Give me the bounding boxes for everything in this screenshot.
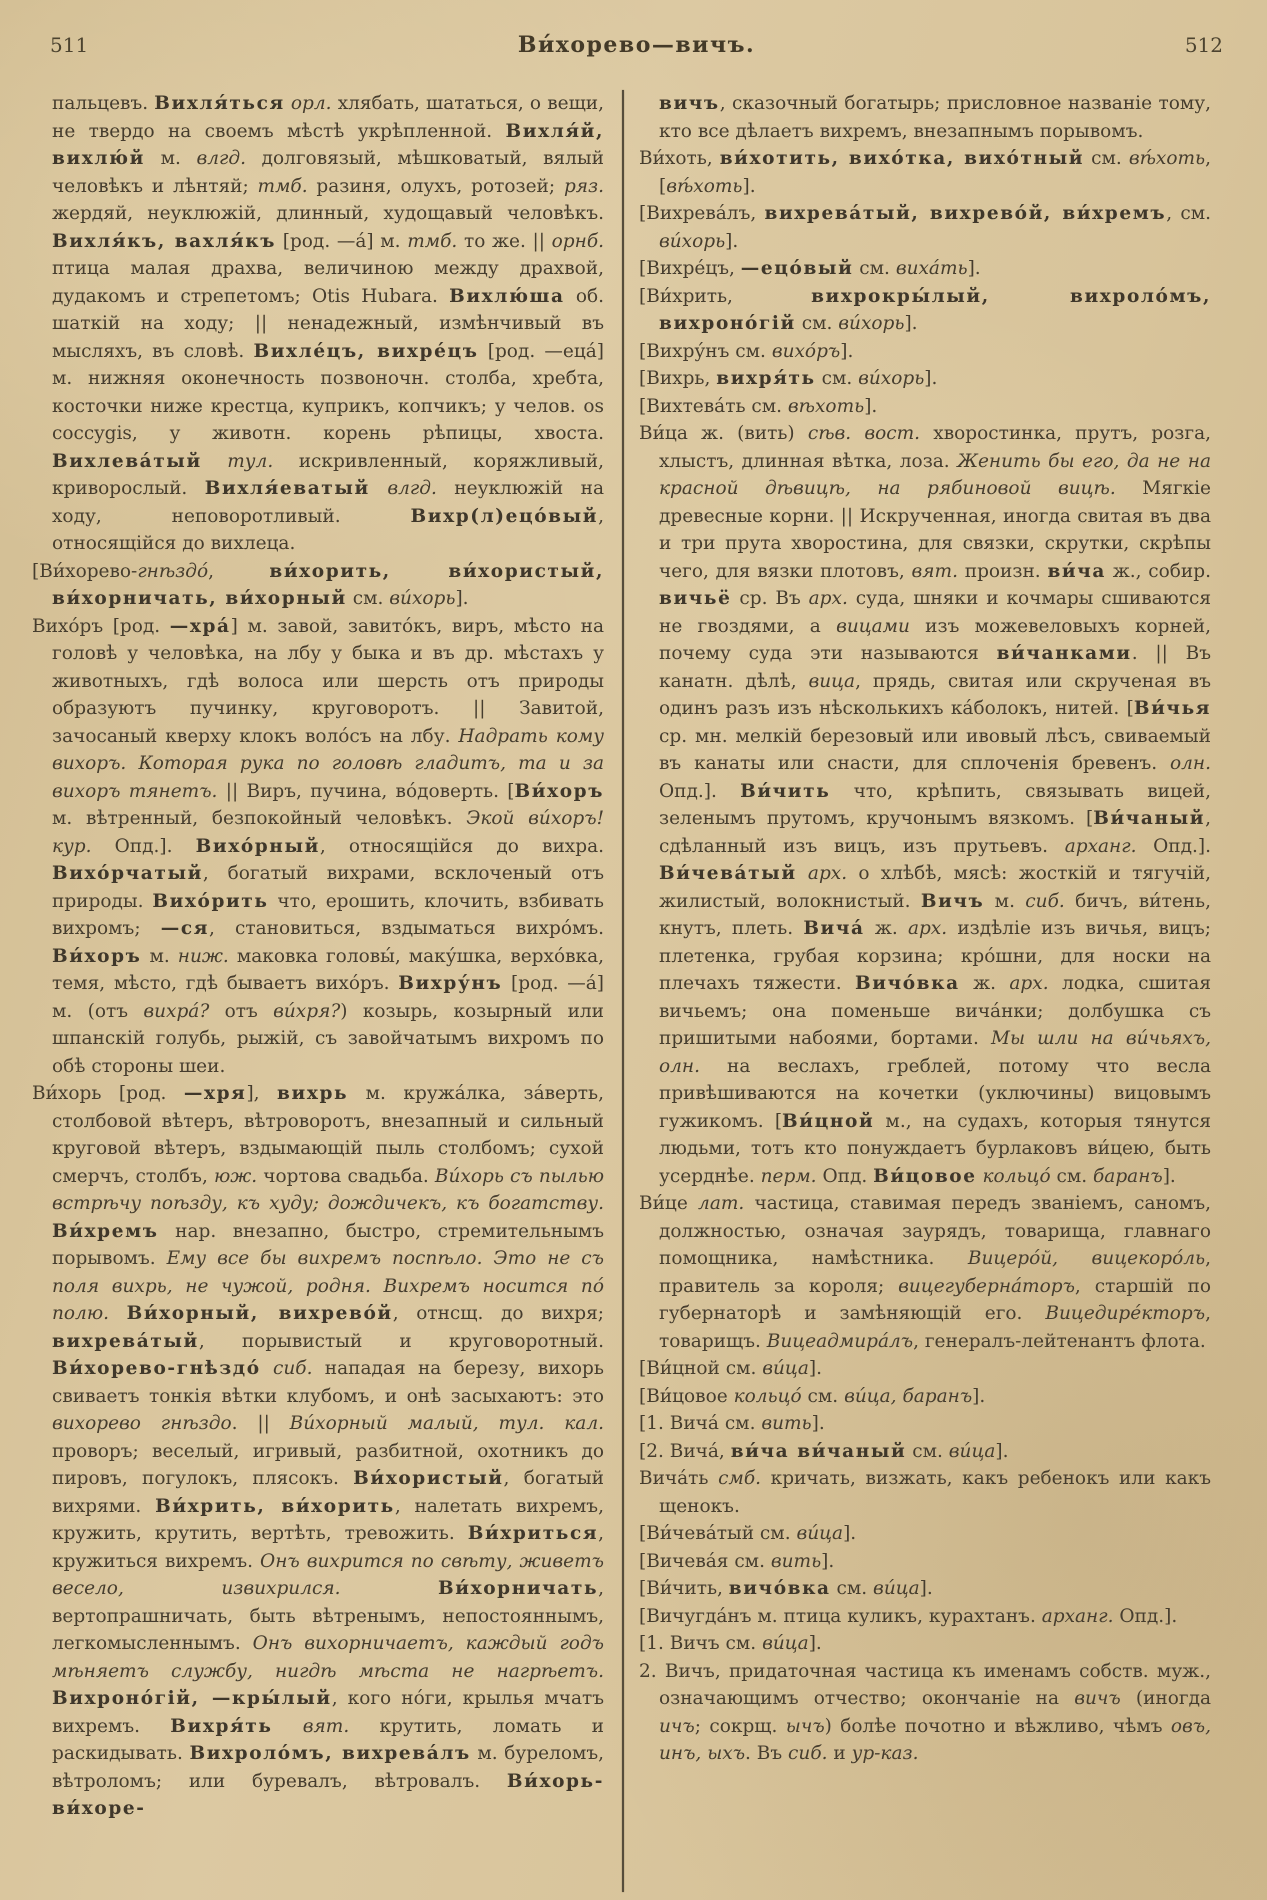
continuation-paragraph xyxy=(32,90,604,558)
text-run xyxy=(109,1303,127,1324)
headword-run: Вихля́къ, вахля́къ xyxy=(52,230,277,252)
entry-paragraph xyxy=(639,283,1211,338)
headword-run: —хра́ xyxy=(169,615,231,637)
left-column xyxy=(32,90,604,1892)
text-run: об. шаткій на ходу; || ненадежный, измѣнчивый въ мысляхъ, въ словѣ. xyxy=(52,285,604,362)
text-run: ]. xyxy=(455,588,469,609)
italic-run: арханг. xyxy=(1041,1605,1114,1627)
left-page-number: 511 xyxy=(50,33,89,57)
italic-run: вѣ́хоть xyxy=(1128,148,1206,169)
text-run: разиня, олухъ, ротозей; xyxy=(307,175,564,197)
italic-run: кольцо́ xyxy=(733,1385,802,1407)
text-run: ]. xyxy=(843,1523,857,1544)
text-run: издѣліе изъ вичья, вицъ; плетенка, грубая корзина; кро́шни, для носки на плечахъ тяжести. xyxy=(659,918,1211,994)
text-run: маковка головы́, маку́шка, верхо́вка, темя, мѣсто, гдѣ бываетъ вихо́ръ. xyxy=(52,945,604,994)
italic-run: влгд. xyxy=(196,148,246,169)
text-run: кричать, визжать, какъ ребенокъ или какъ щенокъ. xyxy=(659,1468,1212,1517)
text-run: ] м. завой, завито́къ, виръ, мѣсто на головѣ у человѣка, на лбу у быка и въ др. мѣстахъ у животныхъ, гдѣ волоса или шерсть отъ природы образуютъ пучинку, круговоротъ. || Завитой, зачосаный кверху клокъ воло́съ на лбу. xyxy=(52,615,604,747)
italic-run: виха́ть xyxy=(895,258,968,279)
italic-run: орл. xyxy=(284,93,332,114)
text-run: суда, шняки и кочмары сшиваются не гвоздями, а xyxy=(659,588,1212,637)
entry-paragraph xyxy=(639,1603,1211,1631)
headword-run: Ви́хористый xyxy=(353,1468,504,1489)
text-run: ср. Въ xyxy=(731,588,809,609)
running-head-title: Ви́хорево—вичъ. xyxy=(517,32,756,58)
italic-run: перм. xyxy=(760,1165,817,1187)
headword-run: Вихр(л)ецо́вый xyxy=(410,505,599,527)
text-run: [Вичугда́нъ м. птица куликъ, курахтанъ. xyxy=(639,1605,1042,1627)
headword-run: Вихля́ться xyxy=(154,93,285,114)
headword-run: Ви́хорничать xyxy=(438,1578,599,1599)
headword-run: Вичо́вка xyxy=(855,973,960,994)
text-run: [Вичева́я см. xyxy=(639,1550,771,1572)
headword-run: Ви́чья xyxy=(1133,698,1211,719)
headword-run: Вихля́й, вихлю́й xyxy=(52,120,604,169)
text-run: см. xyxy=(906,1440,949,1462)
headword-run: Вихле́цъ, вихре́цъ xyxy=(253,340,479,362)
text-run: [Вихтева́ть см. xyxy=(639,395,788,417)
text-run: см. xyxy=(346,588,390,609)
text-run: произн. xyxy=(957,560,1048,582)
text-run: [Вихре́цъ, xyxy=(639,258,741,279)
italic-run: влгд. xyxy=(369,478,437,499)
entry-paragraph xyxy=(639,365,1211,393)
text-run: ]. xyxy=(840,340,854,362)
headword-run: Вихля́еватый xyxy=(204,478,370,499)
headword-run: Ви́хоръ xyxy=(52,945,142,967)
italic-run: ви́ца xyxy=(948,1440,996,1462)
italic-run: Ви́хорь съ пылью встрѣчу поѣзду, къ худу; дождичекъ, къ богатству. xyxy=(52,1165,604,1214)
text-run: ср. мн. мелкій березовый или ивовый лѣсъ, свиваемый въ канаты или снасти, для сплоченія бревенъ. xyxy=(659,725,1211,774)
headword-run: Вихлева́тый xyxy=(52,450,202,472)
headword-run: Вихлю́ша xyxy=(449,285,565,307)
text-run: , старшій по губернаторѣ и замѣняющій его. xyxy=(659,1275,1211,1324)
text-run: см. xyxy=(815,368,859,389)
headword-run: Вича́ xyxy=(803,918,865,939)
italic-run: ви́хорь xyxy=(858,368,925,389)
text-run: [1. Вичъ см. xyxy=(639,1633,763,1654)
text-run: нар. внезапно, быстро, стремительнымъ порывомъ. xyxy=(52,1220,604,1269)
text-run: [Вихрева́лъ, xyxy=(639,203,765,224)
text-run: ж. xyxy=(864,918,908,939)
text-run: [2. Вича́, xyxy=(639,1440,731,1462)
text-run: см. xyxy=(801,1385,845,1407)
headword-run: Вичъ xyxy=(920,890,985,912)
italic-run: ви́ца xyxy=(762,1358,809,1379)
text-run: м. буреломъ, вѣтроломъ; или буревалъ, вѣтровалъ. xyxy=(52,1743,604,1792)
italic-run: Вицедире́кторъ xyxy=(1045,1303,1206,1324)
text-run: м. вѣтренный, безпокойный человѣкъ. xyxy=(52,808,467,829)
text-run: ]. xyxy=(864,395,878,417)
italic-run: арх. xyxy=(1009,973,1049,994)
italic-run: смб. xyxy=(718,1468,762,1489)
italic-run: арх. xyxy=(808,588,848,609)
italic-run: арх. xyxy=(796,863,848,884)
italic-run: ви́хорь xyxy=(838,313,905,334)
text-run: Ви́хорь [род. xyxy=(32,1083,184,1104)
headword-run: Ви́чить xyxy=(740,780,831,802)
text-run: нападая на березу, вихорь свиваетъ тонкія вѣтки клубомъ, и онѣ засыхаютъ: это xyxy=(52,1358,604,1407)
italic-run: баранъ xyxy=(1093,1165,1163,1187)
headword-run: ви́ча xyxy=(1047,560,1106,582)
text-run: чортова свадьба. xyxy=(257,1165,435,1187)
headword-run: Ви́хрить, ви́хорить xyxy=(155,1495,395,1517)
text-run: пальцевъ. xyxy=(52,93,155,114)
text-run: ) козырь, козырный или шпанскій голубь, рыжій, съ завойчатымъ вихромъ по обѣ стороны шеи. xyxy=(52,1000,604,1077)
text-run: ], xyxy=(246,1083,278,1104)
italic-run: Женить бы его, да не на красной дѣвицѣ, на рябиновой вицѣ. xyxy=(659,450,1211,499)
headword-run: Ви́чаный xyxy=(1093,808,1206,829)
text-run: ]. xyxy=(811,1413,825,1434)
text-run: и xyxy=(827,1743,852,1764)
headword-run: Вихо́рный xyxy=(195,835,320,857)
entry-paragraph xyxy=(639,1410,1211,1438)
italic-run: юж. xyxy=(213,1165,258,1187)
italic-run: овъ, инъ, ыхъ xyxy=(659,1715,1211,1764)
text-run: м. xyxy=(141,945,178,967)
continuation-paragraph xyxy=(639,90,1211,145)
italic-run: вѣ́хоть xyxy=(666,175,743,197)
italic-run: ви́хорь xyxy=(659,230,726,252)
headword-run: Ви́хоръ xyxy=(514,780,604,802)
headword-run: Вихо́рчатый xyxy=(52,863,203,884)
entry-paragraph xyxy=(639,1355,1211,1383)
italic-run: лат. xyxy=(698,1193,745,1214)
text-run: [Ви́чить, xyxy=(639,1578,729,1599)
entry-paragraph xyxy=(32,558,604,613)
entry-paragraph xyxy=(639,393,1211,421)
text-run: (иногда xyxy=(1120,1688,1212,1709)
text-run: , относящійся до вихлеца. xyxy=(52,505,604,554)
italic-run: Ему все бы вихремъ поспѣло. Это не съ поля вихрь, не чужой, родня. Вихремъ носится по́ полю. xyxy=(52,1248,604,1324)
text-run: отъ xyxy=(209,1000,274,1022)
text-run: Опд.]. xyxy=(1113,1605,1178,1627)
text-run: на веслахъ, греблей, потому что весла привѣшиваются на кочетки (уключины) вицовымъ гужикомъ. [ xyxy=(659,1055,1211,1132)
headword-run: вихрева́тый, вихрево́й, ви́хремъ xyxy=(764,203,1167,224)
entry-paragraph xyxy=(639,420,1211,1190)
text-run: хворостинка, прутъ, розга, хлыстъ, длинная вѣтка, лоза. xyxy=(659,423,1211,472)
headword-run: Вихря́ть xyxy=(170,1715,273,1737)
italic-run: ви́ца, баранъ xyxy=(844,1385,973,1407)
text-run: ]. xyxy=(924,368,938,389)
headword-run: Ви́хорево-гнѣздо́ xyxy=(52,1358,261,1379)
text-run: о хлѣбѣ, мясѣ: жосткій и тягучій, жилистый, волокнистый. xyxy=(659,863,1211,912)
text-run: что, ерошить, клочить, взбивать вихромъ; xyxy=(52,890,604,939)
text-run: . Въ xyxy=(745,1743,789,1764)
text-run: лодка, сшитая вичьемъ; она поменьше вича́нки; долбушка съ пришитыми набоями, бортами. xyxy=(659,973,1211,1049)
right-page-number: 512 xyxy=(1184,33,1223,57)
text-run: [Ви́хорево- xyxy=(32,560,138,582)
italic-run: Надрать кому вихоръ. Которая рука по головѣ гладитъ, та и за вихоръ тянетъ. xyxy=(52,725,604,802)
text-run: , кружиться вихремъ. xyxy=(52,1523,604,1572)
text-run: долговязый, мѣшковатый, вялый человѣкъ и лѣнтяй; xyxy=(52,148,604,197)
entry-paragraph xyxy=(639,255,1211,283)
text-run: м. xyxy=(144,148,197,169)
text-run: Опд.]. xyxy=(91,835,196,857)
headword-run: Ви́хриться xyxy=(467,1523,599,1544)
italic-run: сѣв. вост. xyxy=(807,423,921,444)
text-run: [Ви́хрить, xyxy=(639,285,812,307)
text-run: ; сокрщ. xyxy=(694,1715,786,1737)
text-run: , прядь, свитая или скрученая въ одинъ разъ изъ нѣсколькихъ ка́болокъ, нитей. [ xyxy=(659,670,1211,719)
italic-run: ниж. xyxy=(177,945,229,967)
text-run: Опд. xyxy=(816,1165,874,1187)
text-run: Вихо́ръ [род. xyxy=(32,615,170,637)
text-run: изъ можевеловыхъ корней, почему суда эти называются xyxy=(659,615,1211,664)
headword-run: вихрь xyxy=(277,1083,349,1104)
italic-run: арх. xyxy=(907,918,948,939)
italic-run: олн. xyxy=(1170,753,1211,774)
italic-run: сиб. xyxy=(788,1743,828,1764)
italic-run: вить xyxy=(761,1413,812,1434)
italic-run: ряз. xyxy=(563,175,604,197)
text-run: ]. xyxy=(967,258,981,279)
text-run: [Ви́цной см. xyxy=(639,1358,763,1379)
headword-run: —ся xyxy=(160,918,209,939)
headword-run: Вихо́рить xyxy=(152,890,269,912)
italic-run: сиб. xyxy=(260,1358,313,1379)
italic-run: тул. xyxy=(201,450,274,472)
text-run: , богатый вихрями. xyxy=(52,1468,604,1517)
italic-run: вихо́ръ xyxy=(771,340,841,362)
text-run: ]. xyxy=(904,313,918,334)
text-run: Вича́ть xyxy=(639,1468,719,1489)
entry-paragraph xyxy=(639,145,1211,200)
text-run: см. xyxy=(1084,148,1129,169)
text-run: , порывистый и круговоротный. xyxy=(198,1330,604,1352)
entry-paragraph xyxy=(639,338,1211,366)
headword-run: ви́хорить, ви́хористый, ви́хорничать, ви́хорный xyxy=(52,560,604,609)
entry-paragraph xyxy=(639,1438,1211,1466)
text-run: ]. xyxy=(995,1440,1009,1462)
headword-run: вихря́ть xyxy=(716,368,816,389)
text-run: ]. xyxy=(808,1358,822,1379)
text-run: [Вихрь, xyxy=(639,368,717,389)
italic-run: вить xyxy=(770,1550,822,1572)
text-run: проворъ; веселый, игривый, разбитной, охотникъ до пировъ, погулокъ, плясокъ. xyxy=(52,1440,604,1489)
text-run: крутить, ломать и раскидывать. xyxy=(52,1715,604,1764)
italic-run: вичъ xyxy=(1074,1688,1121,1709)
text-run: , правитель за короля; xyxy=(659,1248,1211,1297)
text-run: ) болѣе почотно и вѣжливо, чѣмъ xyxy=(824,1715,1171,1737)
headword-run: —хря xyxy=(183,1083,247,1104)
italic-run: ви́хря? xyxy=(273,1000,341,1022)
text-run: см. xyxy=(1050,1165,1093,1187)
text-run: 2. Вичъ, придаточная частица къ именамъ собств. муж., означающимъ отчество; окончаніе на xyxy=(639,1660,1211,1709)
text-run: м. кружа́лка, за́верть, столбовой вѣтеръ, вѣтроворотъ, внезапный и сильный круговой вѣтеръ, вздымающій пыль столбомъ; сухой смерчъ, столбъ, xyxy=(52,1083,604,1187)
italic-run: арханг. xyxy=(1064,835,1137,857)
text-run: м. xyxy=(984,890,1026,912)
text-run: хлябать, шататься, о вещи, не твердо на своемъ мѣстѣ укрѣпленной. xyxy=(52,93,605,142)
headword-run: Ви́хорный, вихрево́й xyxy=(126,1303,393,1324)
italic-run: ичъ xyxy=(659,1715,695,1737)
headword-run: Вихру́нъ xyxy=(398,973,503,994)
text-run: см. xyxy=(795,313,839,334)
text-run xyxy=(341,1578,439,1599)
italic-run: вѣхоть xyxy=(787,395,865,417)
headword-run: вичо́вка xyxy=(728,1578,831,1599)
entry-paragraph xyxy=(32,1080,604,1823)
italic-run: ви́ца xyxy=(873,1578,920,1599)
text-run: см. xyxy=(853,258,896,279)
headword-run: Вихроло́мъ, вихрева́лъ xyxy=(189,1743,471,1764)
text-run: бичъ, ви́тень, кнутъ, плеть. xyxy=(659,890,1211,939)
entry-paragraph xyxy=(639,1465,1211,1520)
text-run: Мягкіе древесные корни. || Искрученная, иногда свитая въ два и три прута хворостина, для связки, скрутки, скрѣпы чего, для вязки плотовъ, xyxy=(659,478,1211,582)
text-run: неуклюжій на ходу, неповоротливый. xyxy=(52,478,604,527)
text-run: ж., собир. xyxy=(1105,560,1211,582)
text-run: м., на судахъ, которыя тянутся людьми, тотъ кто понуждаетъ бурлаковъ ви́цею, быть усерднѣе. xyxy=(659,1110,1211,1187)
headword-run: Ви́цной xyxy=(782,1110,875,1132)
entry-paragraph xyxy=(639,1658,1211,1768)
entry-paragraph xyxy=(639,1548,1211,1576)
italic-run: ур-каз. xyxy=(851,1743,919,1764)
italic-run: тмб. xyxy=(407,230,458,252)
text-run: [Ви́чева́тый см. xyxy=(639,1523,797,1544)
italic-run: вицегуберна́торъ xyxy=(898,1275,1075,1297)
text-run: , сказочный богатырь; присловное названіе тому, кто все дѣлаетъ вихремъ, внезапнымъ порывомъ. xyxy=(659,93,1211,142)
text-run: . || Въ канатн. дѣлѣ, xyxy=(659,643,1211,692)
text-run: . || xyxy=(231,1413,290,1434)
text-run: || Виръ, пучина, во́доверть. [ xyxy=(217,780,515,802)
text-run: ]. xyxy=(725,230,739,252)
text-run: , генералъ-лейтенантъ флота. xyxy=(913,1330,1206,1352)
italic-run: вицами xyxy=(836,615,910,637)
headword-run: вичъ xyxy=(659,93,720,114)
italic-run: Онъ вихорничаетъ, каждый годъ мѣняетъ службу, нигдѣ мѣста не нагрѣетъ. xyxy=(52,1633,604,1682)
text-run: , см. xyxy=(1166,203,1211,224)
italic-run: орнб. xyxy=(551,230,605,252)
entry-paragraph xyxy=(639,1630,1211,1658)
page-header xyxy=(0,32,1267,58)
headword-run: Ви́чева́тый xyxy=(659,863,797,884)
headword-run: ви́хотить, вихо́тка, вихо́тный xyxy=(719,148,1085,169)
headword-run: ви́ча ви́чаный xyxy=(730,1440,907,1462)
entry-paragraph xyxy=(639,1383,1211,1411)
italic-run: Ви́хорный малый, тул. кал. xyxy=(289,1413,604,1434)
italic-run: Мы шли на ви́чьяхъ, олн. xyxy=(659,1028,1211,1077)
text-run: ]. xyxy=(1162,1165,1176,1187)
text-run: , вертопрашничать, быть вѣтренымъ, непостояннымъ, легкомысленнымъ. xyxy=(52,1578,604,1654)
text-run: Ви́хоть, xyxy=(639,148,720,169)
text-run: , богатый вихрами, всклоченый отъ природы. xyxy=(52,863,604,912)
headword-run: вичьё xyxy=(659,588,732,609)
text-run: , налетать вихремъ, кружить, крутить, вертѣть, тревожить. xyxy=(52,1495,604,1544)
italic-run: Вицеро́й, вицекоро́ль xyxy=(967,1248,1206,1269)
entry-paragraph xyxy=(32,613,604,1081)
italic-run: Онъ вихрится по свѣту, живетъ весело, извихрился. xyxy=(52,1550,604,1599)
text-run: ]. xyxy=(972,1385,986,1407)
text-run: ж. xyxy=(959,973,1010,994)
text-columns xyxy=(0,90,1267,1892)
italic-run: сиб. xyxy=(1025,890,1065,912)
text-run: ]. xyxy=(821,1550,835,1572)
text-run: Ви́це xyxy=(639,1193,699,1214)
text-run: Опд.]. xyxy=(659,780,741,802)
text-run: [Вихру́нъ см. xyxy=(639,340,772,362)
italic-run: ви́ца xyxy=(762,1633,809,1654)
text-run: , [ xyxy=(659,148,1211,197)
text-run: см. xyxy=(830,1578,874,1599)
italic-run: кольцо́ xyxy=(976,1165,1051,1187)
right-column xyxy=(639,90,1211,1892)
italic-run: вица xyxy=(808,670,856,692)
text-run: Опд.]. xyxy=(1136,835,1211,857)
text-run: , сдѣланный изъ вицъ, изъ прутьевъ. xyxy=(659,808,1211,857)
entry-paragraph xyxy=(639,1575,1211,1603)
text-run: , становиться, вздыматься вихро́мъ. xyxy=(208,918,604,939)
entry-paragraph xyxy=(639,1190,1211,1355)
text-run: частица, ставимая передъ званіемъ, саномъ, должностью, означая заурядъ, товарища, главнаго помощника, намѣстника. xyxy=(659,1193,1211,1269)
text-run: , относящійся до вихра. xyxy=(319,835,604,857)
headword-run: вихрева́тый xyxy=(52,1330,199,1352)
headword-run: —ецо́вый xyxy=(740,258,854,279)
italic-run: Экой ви́хоръ! кур. xyxy=(52,808,605,857)
text-run: ]. xyxy=(919,1578,933,1599)
text-run: то же. || xyxy=(457,230,552,252)
italic-run: гнѣздо́ xyxy=(137,560,209,582)
text-run: [род. —а́] м. (отъ xyxy=(52,973,604,1022)
entry-paragraph xyxy=(639,1520,1211,1548)
text-run: [род. —а́] м. xyxy=(276,230,408,252)
text-run: ]. xyxy=(808,1633,822,1654)
headword-run: ви́чанками xyxy=(996,643,1132,664)
italic-run: вят. xyxy=(911,560,958,582)
text-run: искривленный, коряжливый, криворослый. xyxy=(52,450,604,499)
column-divider-rule xyxy=(622,90,624,1892)
text-run: [1. Вича́ см. xyxy=(639,1413,762,1434)
text-run: , отнсщ. до вихря; xyxy=(392,1303,604,1324)
text-run: , xyxy=(208,560,270,582)
italic-run: тмб. xyxy=(257,175,308,197)
italic-run: ви́ца xyxy=(796,1523,844,1544)
headword-run: Ви́цовое xyxy=(873,1165,977,1187)
headword-run: вихрокры́лый, вихроло́мъ, вихроно́гій xyxy=(659,285,1211,334)
text-run: жердяй, неуклюжій, длинный, худощавый человѣкъ. xyxy=(52,203,604,224)
text-run: , кого но́ги, крылья мчатъ вихремъ. xyxy=(52,1688,604,1737)
headword-run: Вихроно́гій, —кры́лый xyxy=(52,1688,332,1709)
italic-run: вихра́? xyxy=(143,1000,210,1022)
headword-run: Ви́хорь-ви́хоре- xyxy=(52,1770,604,1819)
text-run: что, крѣпить, связывать вицей, зеленымъ прутомъ, кручонымъ вязкомъ. [ xyxy=(659,780,1212,829)
italic-run: вихорево гнѣздо xyxy=(52,1413,232,1434)
text-run: ]. xyxy=(742,175,756,197)
headword-run: Ви́хремъ xyxy=(52,1220,159,1242)
italic-run: ви́хорь xyxy=(389,588,456,609)
text-run: Ви́ца ж. (вить) xyxy=(639,423,808,444)
text-run: , товарищъ. xyxy=(659,1303,1211,1352)
italic-run: ычъ xyxy=(785,1715,825,1737)
text-run: [Ви́цовое xyxy=(639,1385,734,1407)
italic-run: Вицеадмира́лъ xyxy=(766,1330,914,1352)
text-run: птица малая драхва, величиною между драхвой, дудакомъ и стрепетомъ; Otis Hubara. xyxy=(52,258,604,307)
italic-run: вят. xyxy=(272,1715,350,1737)
entry-paragraph xyxy=(639,200,1211,255)
text-run: [род. —еца́] м. нижняя оконечность позвоночн. столба, хребта, косточки ниже крестца, куприкъ, копчикъ; у челов. os coccygis, у животн. корень рѣпицы, хвоста. xyxy=(52,340,604,444)
